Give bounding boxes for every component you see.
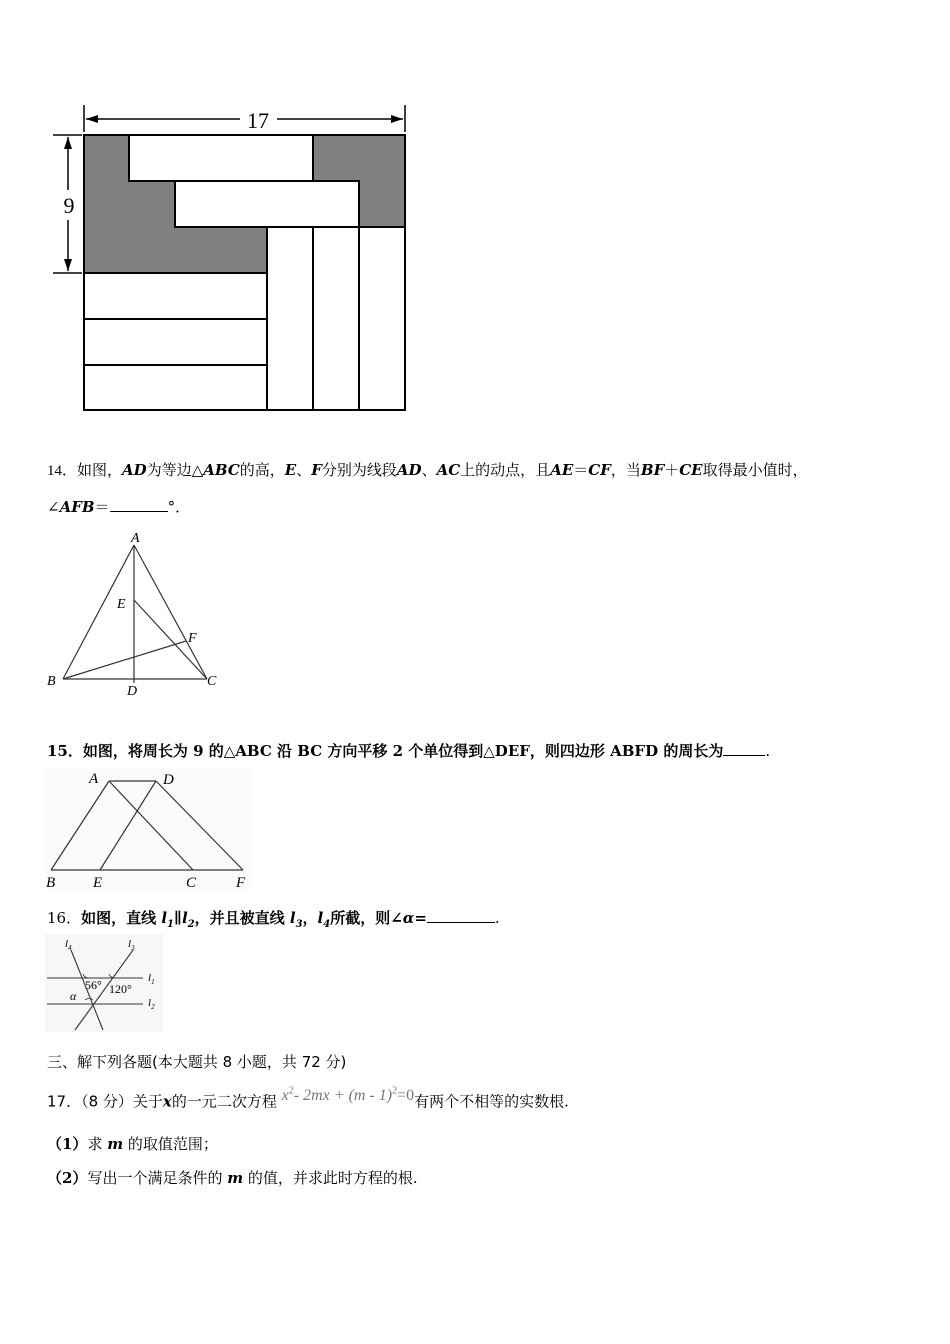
alpha-label: α <box>70 989 77 1003</box>
q16-sub: 1 <box>167 919 174 930</box>
answer-blank[interactable] <box>427 908 495 923</box>
rectangle-puzzle-figure <box>45 100 415 415</box>
q14-text: ＋ <box>664 461 680 479</box>
q14-var: AE <box>550 461 574 479</box>
q17-2-text: 写出一个满足条件的 <box>87 1169 228 1187</box>
q16-sub: 4 <box>323 919 331 930</box>
quadratic-equation: $x^2-$ 2mx + (m - 1)$^2$=0 <box>281 1086 415 1105</box>
question-number: 17． <box>47 1092 82 1111</box>
q16-sub: 2 <box>187 919 195 930</box>
point-F: F <box>188 631 197 646</box>
q14-var: CF <box>588 461 611 479</box>
q14-text: 为等边△ <box>146 461 204 479</box>
q14-var: E <box>284 461 297 479</box>
angle-120-label: 120° <box>109 982 132 996</box>
q17-1-text: 的取值范围； <box>123 1135 218 1153</box>
answer-blank[interactable] <box>723 741 765 756</box>
q14-text: ＝ <box>94 498 110 516</box>
q17-2-var: m <box>227 1169 244 1187</box>
part-number: （1） <box>47 1135 88 1153</box>
point-D: D <box>163 772 174 788</box>
point-A: A <box>131 531 140 546</box>
line-l2-label: $l_2$ <box>148 997 155 1011</box>
q14-text: 、 <box>421 461 437 479</box>
q14-var: ABC <box>203 461 240 479</box>
translated-triangle-figure <box>45 768 252 893</box>
q16-var: l <box>317 909 324 927</box>
q17-1-var: m <box>107 1135 124 1153</box>
question-17 <box>47 1088 569 1112</box>
q16-sub: 3 <box>295 919 303 930</box>
question-number: 14． <box>47 463 78 479</box>
question-17-part-1 <box>47 1134 218 1154</box>
question-16 <box>47 908 500 935</box>
point-B: B <box>47 674 56 689</box>
question-number: 16． <box>47 909 82 927</box>
q16-text: ∥ <box>174 909 182 927</box>
q17-text: 关于 <box>132 1092 163 1111</box>
q16-text: 如图，直线 <box>81 909 162 927</box>
q15-text: 15．如图，将周长为 9 的△ABC 沿 BC 方向平移 2 个单位得到△DEF，则四边形 ABFD 的周长为 <box>47 742 724 760</box>
q14-var: F <box>311 461 322 479</box>
question-14-line-1 <box>47 460 808 481</box>
q16-text: 所截，则∠ <box>330 909 403 927</box>
q16-var: l <box>289 909 296 927</box>
part-number: （2） <box>47 1169 88 1187</box>
q17-var: x <box>162 1092 172 1111</box>
point-C: C <box>186 875 197 891</box>
q14-text: °． <box>167 498 191 516</box>
q14-text: 取得最小值时， <box>702 461 808 479</box>
q15-text: . <box>765 742 771 760</box>
q16-var: α <box>402 909 415 927</box>
point-A: A <box>89 771 99 787</box>
angle-symbol: ∠ <box>47 498 60 516</box>
line-l4-label: $l_4$ <box>65 938 72 952</box>
q16-text: = <box>414 909 427 927</box>
q14-text: 上的动点，且 <box>460 461 551 479</box>
q17-text: 的一元二次方程 <box>171 1092 277 1111</box>
parallel-lines-figure <box>45 934 165 1034</box>
q14-var: AD <box>122 461 147 479</box>
angle-56-label: 56° <box>85 978 102 992</box>
q14-var: BF <box>640 461 665 479</box>
section-3-heading: 三、解下列各题(本大题共 8 小题，共 72 分) <box>47 1053 347 1071</box>
question-14-line-2 <box>47 497 190 517</box>
q14-text: 的高， <box>239 461 285 479</box>
q17-text: 有两个不相等的实数根. <box>414 1092 569 1111</box>
equilateral-triangle-figure <box>45 528 230 700</box>
point-D: D <box>127 684 138 699</box>
point-B: B <box>46 875 56 891</box>
point-E: E <box>117 597 126 612</box>
question-15 <box>47 741 770 761</box>
q14-text: 如图， <box>77 461 123 479</box>
answer-blank[interactable] <box>110 497 168 512</box>
q17-score: （8 分） <box>81 1092 133 1111</box>
q14-text: ＝ <box>573 461 589 479</box>
question-17-part-2 <box>47 1168 418 1188</box>
height-label: 9 <box>63 193 75 218</box>
width-label: 17 <box>247 108 269 133</box>
q14-var: AC <box>436 461 461 479</box>
q16-text: . <box>494 909 500 927</box>
q14-text: ，当 <box>610 461 641 479</box>
point-F: F <box>236 875 246 891</box>
point-E: E <box>93 875 103 891</box>
q14-text: 、 <box>296 461 312 479</box>
q16-var: l <box>181 909 188 927</box>
line-l3-label: $l_3$ <box>128 938 135 952</box>
q16-text: ， <box>302 909 318 927</box>
q14-var: AFB <box>59 498 95 516</box>
q16-text: ，并且被直线 <box>194 909 290 927</box>
q14-var: CE <box>679 461 703 479</box>
q17-2-text: 的值，并求此时方程的根. <box>243 1169 418 1187</box>
q14-text: 分别为线段 <box>321 461 397 479</box>
q17-1-text: 求 <box>87 1135 108 1153</box>
line-l1-label: $l_1$ <box>148 972 155 986</box>
q16-var: l <box>161 909 168 927</box>
q14-var: AD <box>396 461 422 479</box>
point-C: C <box>207 674 217 689</box>
